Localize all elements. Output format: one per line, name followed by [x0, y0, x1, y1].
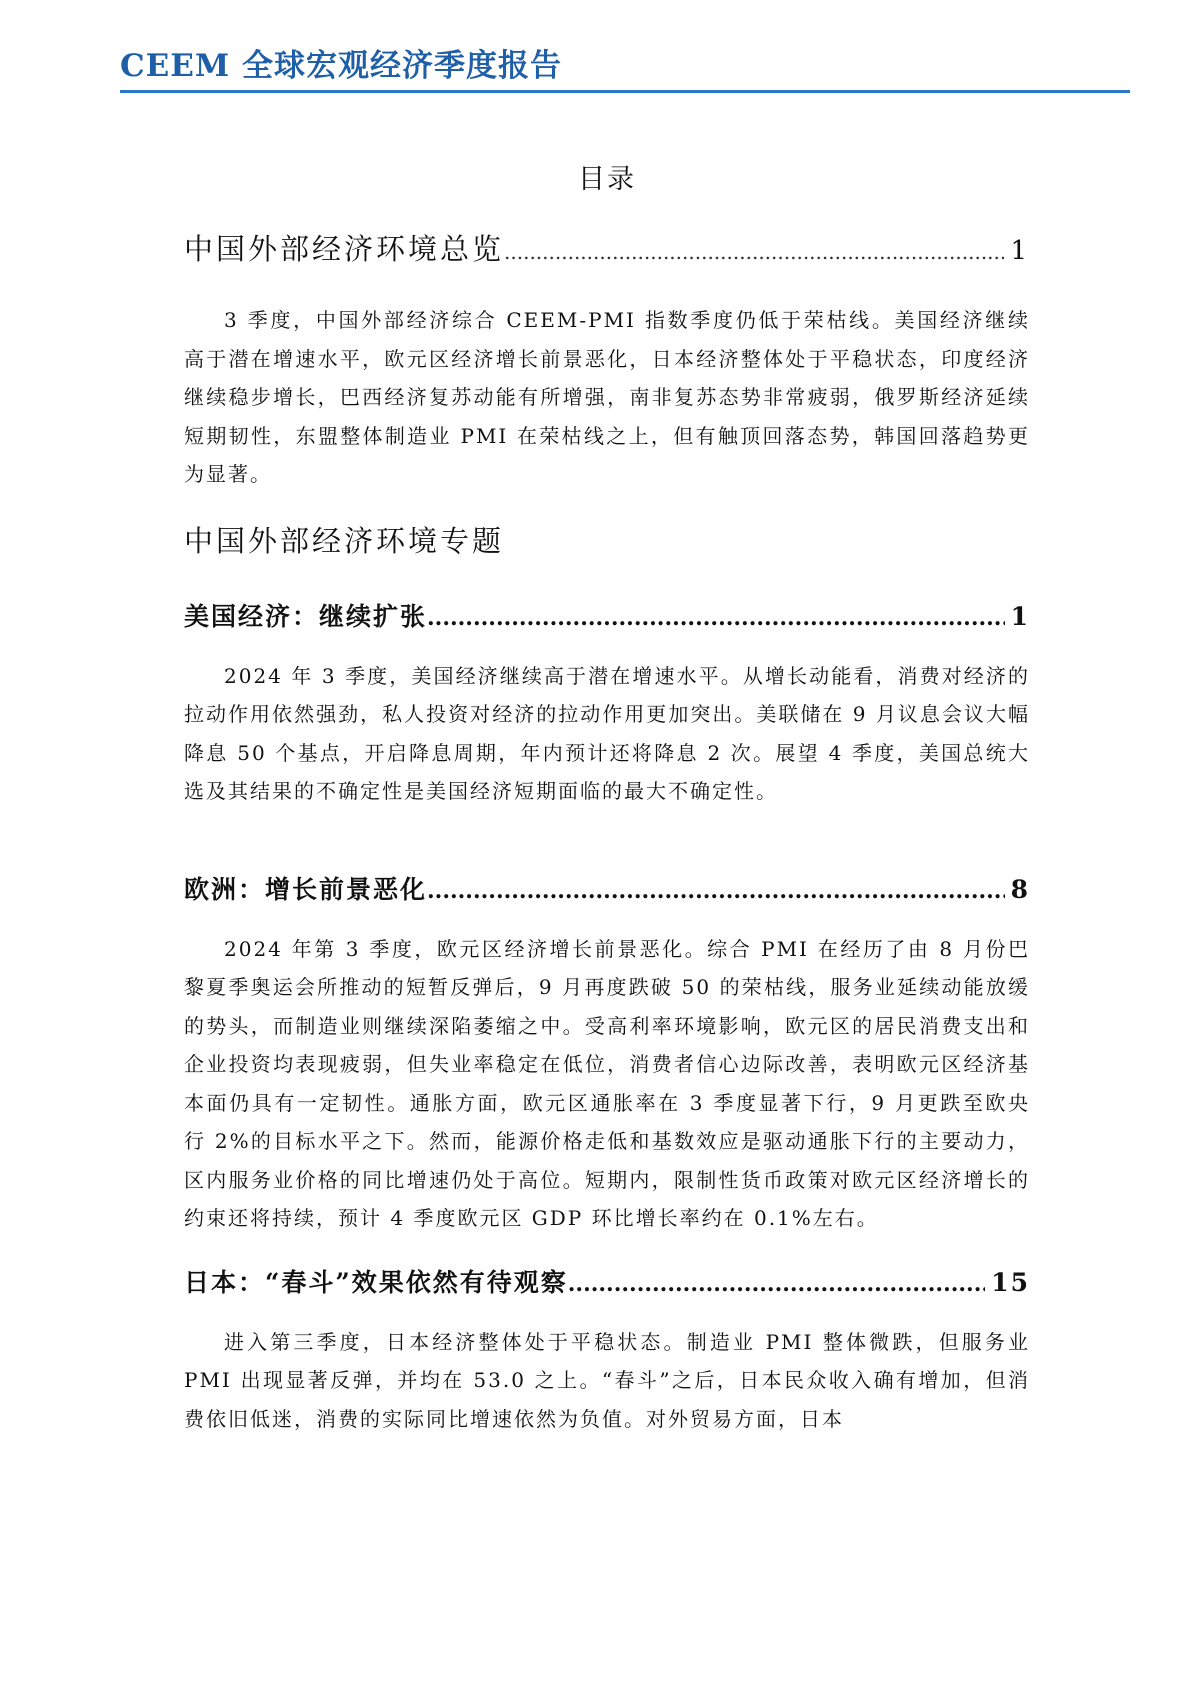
- toc-leader-dots: [427, 872, 1005, 910]
- toc-entry-overview[interactable]: [184, 228, 1030, 273]
- report-header: [120, 44, 1130, 88]
- us-summary: 2024 年 3 季度，美国经济继续高于潜在增速水平。从增长动能看，消费对经济的拉动作用依然强劲，私人投资对经济的拉动作用更加突出。美联储在 9 月议息会议大幅降息 50 个基点，开启降息周期，年内预计还将降息 2 次。展望 4 季度，美国总统大选及其结果的不确定性是美国经济短期面临的最大不确定性。: [184, 663, 1030, 803]
- header-divider: [120, 90, 1130, 93]
- table-of-contents: [184, 160, 1030, 1438]
- toc-entry-label: 日本：“春斗”效果依然有待观察: [184, 1267, 568, 1297]
- toc-entry-label: 欧洲：增长前景恶化: [184, 874, 428, 904]
- toc-page-number: 15: [991, 1267, 1030, 1297]
- toc-title: 目录: [578, 164, 636, 195]
- topics-heading: 中国外部经济环境专题: [184, 523, 505, 558]
- toc-entry-label: 美国经济：继续扩张: [184, 601, 428, 631]
- japan-summary: 进入第三季度，日本经济整体处于平稳状态。制造业 PMI 整体微跌，但服务业 PMI 出现显著反弹，并均在 53.0 之上。“春斗”之后，日本民众收入确有增加，但消费依旧低迷，消费的实际同比增速依然为负值。对外贸易方面，日本: [184, 1329, 1030, 1431]
- toc-entry-us[interactable]: [184, 598, 1030, 637]
- toc-entry-label: 中国外部经济环境总览: [184, 232, 505, 266]
- toc-leader-dots: [427, 599, 1005, 637]
- toc-page-number: 1: [1010, 236, 1030, 266]
- overview-summary: 3 季度，中国外部经济综合 CEEM-PMI 指数季度仍低于荣枯线。美国经济继续高于潜在增速水平，欧元区经济增长前景恶化，日本经济整体处于平稳状态，印度经济继续稳步增长，巴西经济复苏动能有所增强，南非复苏态势非常疲弱，俄罗斯经济延续短期韧性，东盟整体制造业 PMI 在荣枯线之上，但有触顶回落态势，韩国回落趋势更为显著。: [184, 308, 1030, 486]
- europe-summary: 2024 年第 3 季度，欧元区经济增长前景恶化。综合 PMI 在经历了由 8 月份巴黎夏季奥运会所推动的短暂反弹后，9 月再度跌破 50 的荣枯线，服务业延续动能放缓的势头，而制造业则继续深陷萎缩之中。受高利率环境影响，欧元区的居民消费支出和企业投资均表现疲弱，但失业率稳定在低位，消费者信心边际改善，表明欧元区经济基本面仍具有一定韧性。通胀方面，欧元区通胀率在 3 季度显著下行，9 月更跌至欧央行 2%的目标水平之下。然而，能源价格走低和基数效应是驱动通胀下行的主要动力，区内服务业价格的同比增速仍处于高位。短期内，限制性货币政策对欧元区经济增长的约束还将持续，预计 4 季度欧元区 GDP 环比增长率约在 0.1%左右。: [184, 936, 1030, 1230]
- toc-entry-japan[interactable]: [184, 1264, 1030, 1303]
- toc-leader-dots: [504, 231, 1004, 273]
- toc-entry-europe[interactable]: [184, 871, 1030, 910]
- toc-page-number: 8: [1010, 874, 1030, 904]
- toc-leader-dots: [568, 1265, 985, 1303]
- report-title: CEEM 全球宏观经济季度报告: [120, 48, 563, 84]
- toc-page-number: 1: [1010, 601, 1030, 631]
